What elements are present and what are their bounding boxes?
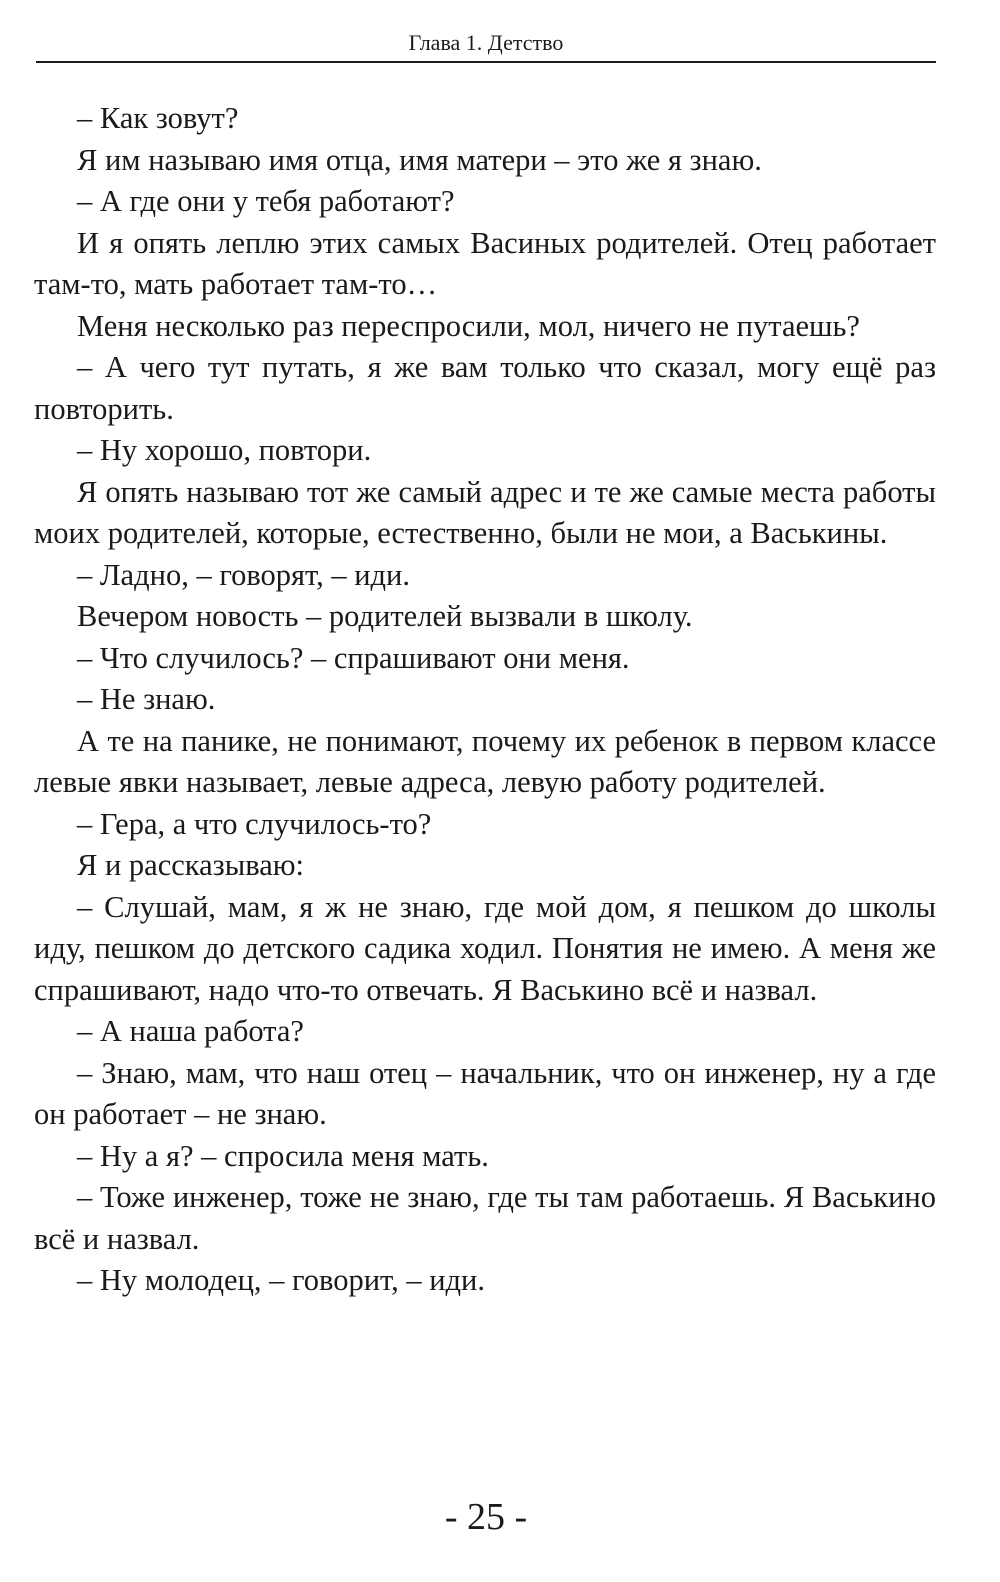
paragraph: – Ладно, – говорят, – иди. [77, 557, 410, 592]
running-title: Глава 1. Детство [408, 30, 564, 55]
paragraph: – А где они у тебя работают? [77, 184, 455, 218]
page-body [34, 98, 936, 1302]
paragraph: Я и рассказываю: [77, 848, 305, 882]
paragraph: – Знаю, мам, что наш отец – начальник, что он инженер, ну а где он работает – не знаю. [34, 1055, 936, 1131]
paragraph: – Ну а я? – спросила меня мать. [77, 1138, 489, 1173]
paragraph: – А наша работа? [77, 1014, 304, 1048]
paragraph: – Что случилось? – спрашивают они меня. [77, 640, 630, 675]
paragraph: – Как зовут? [77, 101, 239, 135]
page-number: - 25 - [444, 1496, 528, 1538]
paragraph: Я опять называю тот же самый адрес и те же самые места работы моих родителей, которые, естественно, были не мои, а Васькины. [34, 474, 936, 550]
paragraph: – Тоже инженер, тоже не знаю, где ты там работаешь. Я Васькино всё и назвал. [34, 1180, 936, 1256]
paragraph: И я опять леплю этих самых Васиных родителей. Отец работает там-то, мать работает там-то… [34, 225, 936, 301]
paragraph: – Ну хорошо, повтори. [77, 433, 372, 467]
paragraph: – Слушай, мам, я ж не знаю, где мой дом, я пешком до школы иду, пешком до детского садика ходил. Понятия не имею. А меня же спрашивают, надо что-то отвечать. Я Васькино всё и назвал. [34, 889, 936, 1007]
paragraph: – Гера, а что случилось-то? [77, 806, 432, 841]
paragraph: Я им называю имя отца, имя матери – это же я знаю. [77, 142, 762, 177]
paragraph: – Ну молодец, – говорит, – иди. [77, 1263, 485, 1297]
paragraph: – А чего тут путать, я же вам только что сказал, могу ещё раз повторить. [34, 350, 936, 426]
paragraph: А те на панике, не понимают, почему их ребенок в первом классе левые явки называет, левые адреса, левую работу родителей. [34, 723, 936, 799]
paragraph: Меня несколько раз переспросили, мол, ничего не путаешь? [77, 308, 860, 343]
paragraph: Вечером новость – родителей вызвали в школу. [77, 599, 693, 633]
header-rule [36, 61, 936, 63]
paragraph: – Не знаю. [77, 682, 216, 716]
